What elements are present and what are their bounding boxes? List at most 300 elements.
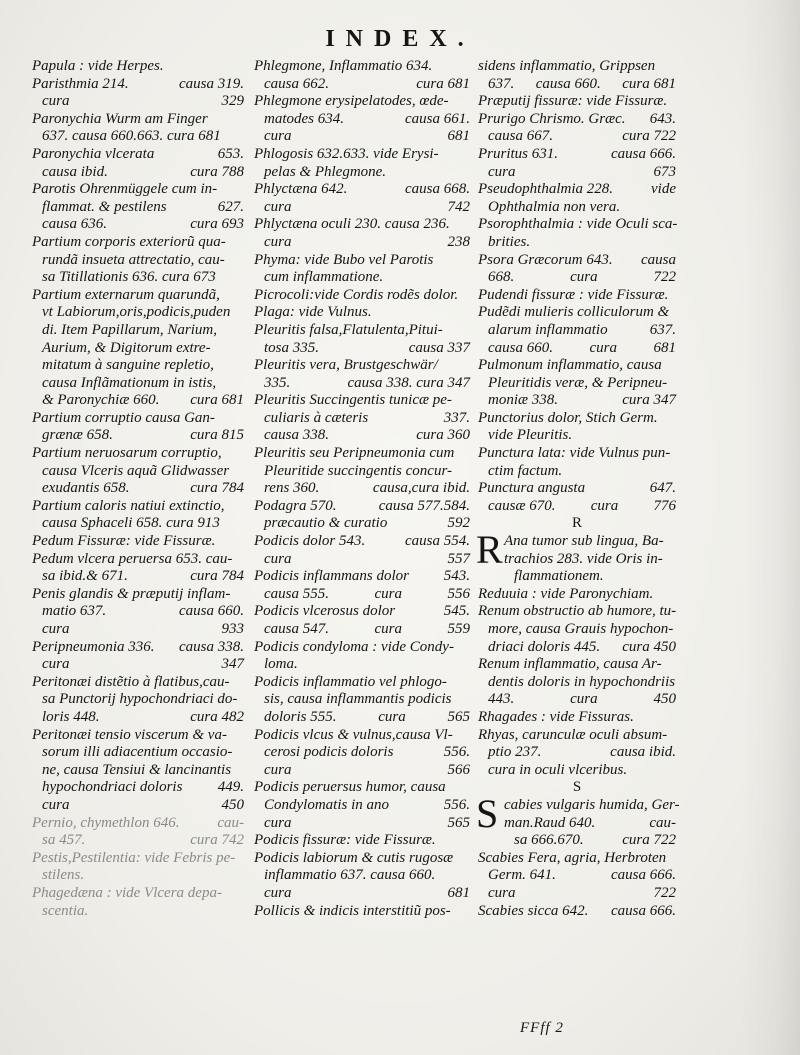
- entry-reference: causa 554.: [405, 533, 470, 550]
- index-line: [32, 762, 244, 780]
- entry-text: Pedum Fissuræ: vide Fissuræ.: [32, 533, 216, 550]
- index-line: [254, 498, 470, 516]
- entry-text: brities.: [488, 233, 531, 250]
- index-line: [254, 445, 470, 463]
- entry-reference: causa 666.: [611, 902, 676, 919]
- entry-reference: 543.: [443, 568, 470, 585]
- entry-text: causa 547.: [264, 621, 329, 637]
- entry-text: mitatum à sanguine repletio,: [42, 357, 214, 374]
- entry-text: Pleuritidis veræ, & Peripneu-: [488, 374, 668, 391]
- page-header: INDEX.: [325, 26, 475, 52]
- p-entries-continued: [478, 58, 676, 515]
- index-line: [478, 392, 676, 410]
- entry-text: Partium corporis exteriorũ qua-: [32, 233, 226, 250]
- index-line: [32, 885, 244, 903]
- entry-text: Ophthalmia non vera.: [488, 198, 621, 215]
- entry-reference: 681: [447, 884, 470, 901]
- entry-reference: cura 450: [622, 638, 676, 655]
- index-line: [478, 586, 676, 604]
- index-line: [254, 586, 470, 604]
- index-line: [478, 322, 676, 340]
- entry-text: Peritonæi distẽtio à flatibus,cau-: [32, 673, 230, 690]
- index-line: [478, 181, 676, 199]
- index-line: [32, 498, 244, 516]
- entry-text: Paronychia Wurm am Finger: [32, 110, 208, 127]
- entry-text: moniæ 338.: [488, 392, 559, 409]
- s-first-entry: [476, 790, 680, 850]
- index-line: [32, 709, 244, 727]
- index-line: [32, 850, 244, 868]
- entry-reference: 681: [447, 128, 470, 145]
- entry-text: Partium externarum quarundã,: [32, 286, 220, 303]
- entry-text: Plaga: vide Vulnus.: [254, 304, 372, 321]
- index-line: [254, 234, 470, 252]
- entry-reference: cura 681: [190, 392, 244, 409]
- index-line: [478, 727, 676, 745]
- index-line: [478, 709, 676, 727]
- entry-text: cura: [42, 621, 70, 637]
- entry-text: Pudendi fissuræ : vide Fissuræ.: [478, 286, 669, 303]
- entry-reference: 592: [447, 515, 470, 532]
- index-line: [478, 128, 676, 146]
- index-line: [254, 744, 470, 762]
- entry-reference: 681: [653, 339, 676, 356]
- index-line: [32, 269, 244, 287]
- entry-text: causa 338.: [264, 427, 329, 444]
- entry-text: Ana tumor sub lingua, Ba-: [504, 533, 664, 550]
- index-line: [32, 727, 244, 745]
- index-line: [32, 639, 244, 657]
- index-line: [254, 797, 470, 815]
- entry-text: sa ibid.& 671.: [42, 568, 128, 585]
- index-line: [32, 445, 244, 463]
- entry-reference: vide: [651, 181, 676, 198]
- entry-reference: cau-: [217, 814, 244, 831]
- entry-reference: cura: [374, 585, 402, 602]
- index-line: [32, 674, 244, 692]
- index-line: [32, 815, 244, 833]
- index-line: [32, 586, 244, 604]
- entry-text: Psora Græcorum 643.: [478, 251, 613, 268]
- index-line: [32, 621, 244, 639]
- entry-text: alarum inflammatio: [488, 321, 608, 338]
- index-line: [254, 850, 470, 868]
- index-line: [254, 621, 470, 639]
- entry-reference: 337.: [443, 409, 470, 426]
- entry-reference: cura: [374, 621, 402, 637]
- entry-text: Podicis inflammatio vel phlogo-: [254, 673, 447, 690]
- index-line: [254, 128, 470, 146]
- entry-reference: causa 338. cura 347: [347, 374, 470, 391]
- index-line: [254, 674, 470, 692]
- entry-text: Parotis Ohrenmüggele cum in-: [32, 181, 218, 198]
- entry-text: Podicis condyloma : vide Condy-: [254, 638, 454, 655]
- index-line: [478, 76, 676, 94]
- entry-reference: 449.: [217, 779, 244, 796]
- entry-text: sa Punctorij hypochondriaci do-: [42, 691, 238, 708]
- entry-reference: 637.: [649, 321, 676, 338]
- index-line: [254, 146, 470, 164]
- entry-reference: cura: [589, 339, 617, 356]
- index-line: [32, 903, 244, 921]
- signature-mark: FFff 2: [520, 1020, 564, 1036]
- entry-reference: causa 319.: [179, 75, 244, 92]
- index-line: [32, 58, 244, 76]
- index-line: [254, 322, 470, 340]
- entry-text: Aurium, & Digitorum extre-: [42, 339, 211, 356]
- entry-text: Pedum vlcera peruersa 653. cau-: [32, 550, 233, 567]
- index-line: [32, 656, 244, 674]
- entry-text: Pulmonum inflammatio, causa: [478, 357, 662, 374]
- index-line: [32, 691, 244, 709]
- entry-reference: 647.: [649, 480, 676, 497]
- index-line: [254, 779, 470, 797]
- entry-reference: 627.: [217, 198, 244, 215]
- index-line: [478, 867, 676, 885]
- index-line: [478, 674, 676, 692]
- index-line: [504, 832, 676, 850]
- index-line: [254, 340, 470, 358]
- entry-reference: causa 660.: [179, 603, 244, 620]
- entry-text: 668.: [488, 269, 515, 286]
- index-line: [32, 427, 244, 445]
- entry-reference: 329: [221, 93, 244, 110]
- dropcap-r: R: [476, 527, 503, 573]
- entry-text: Rhyas, carunculæ oculi absum-: [478, 726, 668, 743]
- entry-text: causa Vlceris aquã Glidwasser: [42, 462, 230, 479]
- index-line: [32, 797, 244, 815]
- index-line: [32, 410, 244, 428]
- entry-text: Podicis inflammans dolor: [254, 568, 410, 585]
- index-line: [478, 427, 676, 445]
- index-line: [478, 639, 676, 657]
- entry-reference: causa 337: [408, 339, 470, 356]
- index-line: [254, 111, 470, 129]
- entry-text: Peritonæi tensio viscerum & va-: [32, 726, 227, 743]
- entry-text: Papula : vide Herpes.: [32, 58, 164, 74]
- entry-reference: 933: [221, 621, 244, 637]
- entry-reference: 722: [653, 269, 676, 286]
- entry-text: Partium corruptio causa Gan-: [32, 409, 215, 426]
- entry-reference: 556: [447, 585, 470, 602]
- entry-text: Pudẽdi mulieris colliculorum &: [478, 304, 670, 321]
- entry-text: Peripneumonia 336.: [32, 638, 155, 655]
- entry-reference: 565: [447, 708, 471, 725]
- entry-text: 335.: [264, 374, 291, 391]
- index-line: [32, 551, 244, 569]
- entry-reference: cura 722: [622, 128, 676, 145]
- entry-text: Phagedæna : vide Vlcera depa-: [32, 884, 222, 901]
- entry-text: flammat. & pestilens: [42, 198, 167, 215]
- index-line: [32, 357, 244, 375]
- entry-text: Condylomatis in ano: [264, 796, 390, 813]
- entry-text: Prurigo Chrismo. Græc.: [478, 110, 626, 127]
- entry-reference: cura: [378, 708, 406, 725]
- index-line: [32, 199, 244, 217]
- entry-text: Podicis dolor 543.: [254, 533, 366, 550]
- entry-text: doloris 555.: [264, 708, 337, 725]
- index-line: [478, 480, 676, 498]
- entry-reference: causa ibid.: [610, 744, 676, 761]
- entry-text: Phlyctæna oculi 230. causa 236.: [254, 216, 450, 233]
- index-line: [254, 480, 470, 498]
- entry-text: Punctura lata: vide Vulnus pun-: [478, 445, 671, 462]
- index-line: [32, 111, 244, 129]
- index-line: [32, 146, 244, 164]
- index-line: [32, 392, 244, 410]
- index-line: [478, 164, 676, 182]
- index-line: [504, 815, 676, 833]
- entry-text: Podicis vlcus & vulnus,causa Vl-: [254, 726, 453, 743]
- index-line: [254, 463, 470, 481]
- index-line: [32, 463, 244, 481]
- index-line: [32, 340, 244, 358]
- entry-text: vide Pleuritis.: [488, 427, 573, 444]
- entry-text: cum inflammatione.: [264, 269, 384, 286]
- index-line: [478, 287, 676, 305]
- entry-text: cura: [488, 163, 516, 180]
- index-line: [254, 903, 470, 921]
- index-line: [254, 58, 470, 76]
- entry-text: matio 637.: [42, 603, 107, 620]
- entry-reference: cura: [570, 691, 598, 708]
- index-line: [478, 269, 676, 287]
- entry-text: cura: [264, 884, 292, 901]
- entry-reference: 742: [447, 198, 470, 215]
- entry-reference: cura 815: [190, 427, 244, 444]
- index-line: [32, 744, 244, 762]
- index-line: [254, 199, 470, 217]
- entry-reference: 776: [653, 497, 676, 514]
- entry-text: flammationem.: [514, 568, 604, 585]
- entry-text: cura: [264, 814, 292, 831]
- entry-text: Podicis labiorum & cutis rugosæ: [254, 849, 454, 866]
- section-letter-s: S: [572, 779, 582, 796]
- index-line: [32, 515, 244, 533]
- entry-reference: cura 347: [622, 392, 676, 409]
- index-line: [478, 691, 676, 709]
- entry-reference: 653.: [217, 145, 244, 162]
- entry-reference: cura 482: [190, 708, 244, 725]
- index-column-3: [476, 58, 680, 920]
- entry-text: cura: [264, 233, 292, 250]
- index-line: [254, 603, 470, 621]
- entry-text: trachios 283. vide Oris in-: [504, 550, 663, 567]
- index-line: [478, 744, 676, 762]
- index-line: [254, 357, 470, 375]
- entry-reference: causa 668.: [405, 181, 470, 198]
- entry-reference: causa 660.: [535, 75, 601, 92]
- entry-text: Pleuritis vera, Brustgeschwär/: [254, 357, 438, 374]
- entry-text: Scabies Fera, agria, Herbroten: [478, 849, 667, 866]
- entry-text: Picrocoli:vide Cordis rodẽs dolor.: [254, 286, 459, 303]
- index-line: [478, 656, 676, 674]
- index-line: [32, 533, 244, 551]
- index-line: [32, 375, 244, 393]
- index-line: [254, 691, 470, 709]
- index-line: [504, 551, 676, 569]
- index-line: [478, 498, 676, 516]
- entry-reference: cura 681: [416, 75, 470, 92]
- index-line: [32, 304, 244, 322]
- index-line: [478, 304, 676, 322]
- index-line: [254, 762, 470, 780]
- dropcap-s: S: [476, 790, 499, 836]
- index-line: [32, 603, 244, 621]
- entry-text: cura: [264, 761, 292, 778]
- index-line: [254, 392, 470, 410]
- entry-text: scentia.: [42, 902, 89, 919]
- entry-reference: causa 666.: [611, 145, 676, 162]
- r-first-entry: [476, 527, 676, 586]
- index-line: [478, 58, 676, 76]
- entry-text: loris 448.: [42, 708, 100, 725]
- entry-reference: 722: [653, 884, 676, 901]
- entry-reference: 565: [447, 814, 470, 831]
- index-line: [478, 603, 676, 621]
- entry-text: Renum obstructio ab humore, tu-: [478, 603, 677, 620]
- index-line: [478, 357, 676, 375]
- entry-text: cura: [42, 796, 70, 813]
- entry-text: Partium neruosarum corruptio,: [32, 445, 222, 462]
- entry-reference: 673: [653, 163, 676, 180]
- index-line: [254, 815, 470, 833]
- index-line: [32, 93, 244, 111]
- entry-text: Pestis,Pestilentia: vide Febris pe-: [32, 849, 236, 866]
- entry-text: Psorophthalmia : vide Oculi sca-: [478, 216, 678, 233]
- entry-text: causa 660.: [488, 339, 553, 356]
- index-line: [478, 903, 676, 921]
- index-line: [504, 533, 676, 551]
- entry-reference: 450: [221, 796, 244, 813]
- entry-text: ctim factum.: [488, 462, 563, 479]
- entry-text: driaci doloris 445.: [488, 638, 601, 655]
- entry-reference: 559: [447, 621, 470, 637]
- index-line: [478, 375, 676, 393]
- entry-text: cura: [264, 128, 292, 145]
- entry-text: more, causa Grauis hypochon-: [488, 621, 674, 637]
- index-line: [32, 568, 244, 586]
- entry-text: cura: [42, 93, 70, 110]
- entry-reference: causa 338.: [179, 638, 244, 655]
- index-line: [478, 93, 676, 111]
- index-line: [254, 639, 470, 657]
- index-line: [478, 234, 676, 252]
- index-line: [478, 445, 676, 463]
- index-line: [254, 656, 470, 674]
- s-dropcap-block: [476, 790, 680, 850]
- entry-reference: 347: [221, 656, 244, 673]
- entry-text: Pleuritide succingentis concur-: [264, 462, 452, 479]
- index-line: [32, 287, 244, 305]
- index-line: [478, 216, 676, 234]
- entry-text: sis, causa inflammantis podicis: [264, 691, 452, 708]
- entry-text: Paronychia vlcerata: [32, 145, 155, 162]
- index-line: [254, 252, 470, 270]
- entry-text: Paristhmia 214.: [32, 75, 129, 92]
- entry-text: causa 662.: [264, 75, 329, 92]
- entry-reference: cura 742: [190, 832, 244, 849]
- entry-text: exudantis 658.: [42, 480, 130, 497]
- entry-text: & Paronychiæ 660.: [42, 392, 160, 409]
- entry-reference: 545.: [443, 603, 470, 620]
- index-line: [254, 164, 470, 182]
- index-line: [478, 885, 676, 903]
- entry-text: grænæ 658.: [42, 427, 113, 444]
- entry-text: præcautio & curatio: [264, 515, 388, 532]
- index-line: [32, 779, 244, 797]
- entry-text: loma.: [264, 656, 298, 673]
- entry-reference: causa: [641, 251, 676, 268]
- entry-text: matodes 634.: [264, 110, 344, 127]
- entry-text: Rhagades : vide Fissuras.: [478, 708, 634, 725]
- entry-text: Pollicis & indicis interstitiũ pos-: [254, 902, 451, 919]
- index-line: [32, 181, 244, 199]
- entry-text: cura: [488, 884, 516, 901]
- entry-text: causæ 670.: [488, 497, 556, 514]
- index-line: [32, 76, 244, 94]
- entry-reference: 557: [447, 550, 470, 567]
- entry-text: Renum inflammatio, causa Ar-: [478, 656, 662, 673]
- entry-text: sa 457.: [42, 832, 86, 849]
- entry-text: stilens.: [42, 867, 85, 884]
- index-line: [254, 375, 470, 393]
- index-line: [254, 727, 470, 745]
- entry-text: Phlegmone erysipelatodes, œde-: [254, 93, 449, 110]
- entry-text: Podagra 570.: [254, 497, 337, 514]
- entry-text: sa Titillationis 636. cura 673: [42, 269, 216, 286]
- index-line: [254, 551, 470, 569]
- entry-text: ne, causa Tensiui & lancinantis: [42, 761, 232, 778]
- entry-text: 443.: [488, 691, 515, 708]
- index-line: [478, 762, 676, 780]
- entry-text: cura: [264, 198, 292, 215]
- entry-text: pelas & Phlegmone.: [264, 163, 387, 180]
- index-line: [254, 515, 470, 533]
- entry-reference: cura 693: [190, 216, 244, 233]
- entry-text: Pseudophthalmia 228.: [478, 181, 613, 198]
- entry-text: cura: [42, 656, 70, 673]
- entry-reference: cura: [570, 269, 598, 286]
- entry-text: Phlegmone, Inflammatio 634.: [254, 58, 433, 74]
- index-line: [254, 533, 470, 551]
- entry-reference: cura 784: [190, 480, 244, 497]
- entry-reference: cau-: [649, 814, 676, 831]
- index-line: [32, 480, 244, 498]
- entry-reference: cura 788: [190, 163, 244, 180]
- entry-text: causa Inflãmationum in istis,: [42, 374, 217, 391]
- entry-text: causa 667.: [488, 128, 553, 145]
- entry-reference: cura 722: [622, 832, 676, 849]
- entry-text: Pleuritis Succingentis tunicæ pe-: [254, 392, 452, 409]
- entry-text: causa Sphaceli 658. cura 913: [42, 515, 220, 532]
- index-line: [32, 832, 244, 850]
- entry-text: ptio 237.: [488, 744, 542, 761]
- entry-reference: causa 666.: [611, 867, 676, 884]
- index-line: [254, 568, 470, 586]
- entry-text: 637. causa 660.663. cura 681: [42, 128, 221, 145]
- entry-reference: 556.: [443, 744, 470, 761]
- entry-text: Phlogosis 632.633. vide Erysi-: [254, 145, 439, 162]
- index-line: [32, 252, 244, 270]
- index-line: [478, 463, 676, 481]
- index-line: [478, 199, 676, 217]
- index-line: [478, 621, 676, 639]
- entry-text: Punctura angusta: [478, 480, 586, 497]
- index-line: [254, 181, 470, 199]
- index-line: [478, 111, 676, 129]
- entry-text: Podicis peruersus humor, causa: [254, 779, 446, 796]
